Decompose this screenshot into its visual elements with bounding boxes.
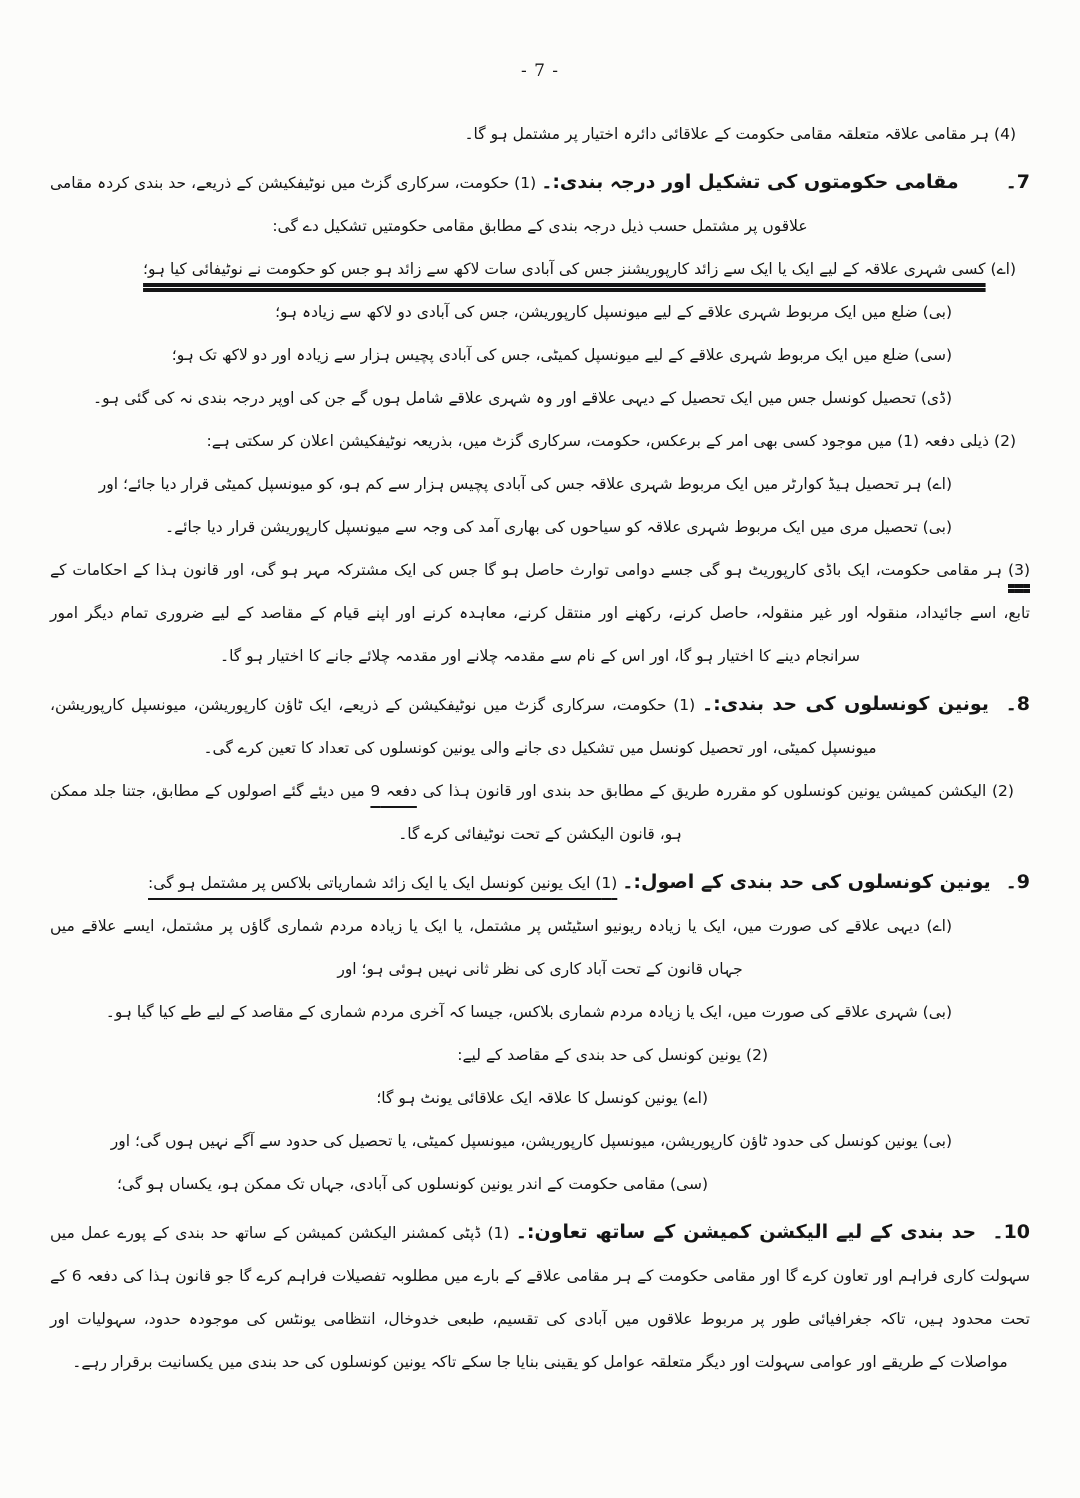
section-7	[50, 161, 1030, 248]
section-7-title: مقامی حکومتوں کی تشکیل اور درجہ بندی:۔	[541, 171, 959, 193]
clause-7-1-a-text: کسی شہری علاقہ کے لیے ایک یا ایک سے زائد کارپوریشنز جس کی آبادی سات لاکھ سے زائد ہو جس کو حکومت نے نوٹیفائی کیا ہو؛	[143, 260, 986, 278]
section-7-intro: (1) حکومت، سرکاری گزٹ میں نوٹیفکیشن کے ذریعے، حد بندی کردہ مقامی علاقوں پر مشتمل حسب ذیل درجہ بندی کے مطابق مقامی حکومتیں تشکیل دے گی:	[50, 174, 808, 235]
section-9-number: 9۔	[1005, 871, 1030, 893]
clause-4: (4) ہر مقامی علاقہ متعلقہ مقامی حکومت کے علاقائی دائرہ اختیار پر مشتمل ہو گا۔	[464, 125, 1016, 143]
section-8-title: یونین کونسلوں کی حد بندی:۔	[701, 693, 989, 715]
section-9-intro: (1) ایک یونین کونسل ایک یا ایک زائد شماریاتی بلاکس پر مشتمل ہو گی:	[148, 874, 618, 892]
section-9	[50, 861, 1030, 905]
clause-8-2	[50, 770, 1030, 856]
section-10	[50, 1211, 1030, 1384]
section-7-number: 7۔	[1005, 171, 1031, 193]
clause-9-2-c: (سی) مقامی حکومت کے اندر یونین کونسلوں کی آبادی، جہاں تک ممکن ہو، یکساں ہو گی؛	[117, 1175, 708, 1193]
section-8-intro: (1) حکومت، سرکاری گزٹ میں نوٹیفکیشن کے ذریعے، ایک ٹاؤن کارپوریشن، میونسپل کارپوریشن، میونسپل کمیٹی، اور تحصیل کونسل میں تشکیل دی جانے والی یونین کونسلوں کی تعداد کا تعین کرے گی۔	[50, 696, 877, 757]
clause-7-1-a	[50, 248, 1016, 291]
clause-8-2-section-ref: دفعہ 9	[370, 782, 417, 800]
section-8	[50, 683, 1030, 770]
clause-7-1-c: (سی) ضلع میں ایک مربوط شہری علاقے کے لیے میونسپل کمیٹی، جس کی آبادی پچیس ہزار سے زیادہ اور دو لاکھ تک ہو؛	[171, 346, 952, 364]
section-10-number: 10۔	[992, 1221, 1031, 1243]
clause-7-3-marker: (3)	[1008, 561, 1030, 579]
clause-9-2-a: (اے) یونین کونسل کا علاقہ ایک علاقائی یونٹ ہو گا؛	[376, 1089, 708, 1107]
clause-8-2-post: میں دیئے گئے اصولوں کے مطابق، جتنا جلد ممکن ہو، قانون الیکشن کے تحت نوٹیفائی کرے گا۔	[50, 782, 682, 843]
section-9-title: یونین کونسلوں کی حد بندی کے اصول:۔	[622, 871, 991, 893]
clause-7-2: (2) ذیلی دفعہ (1) میں موجود کسی بھی امر کے برعکس، حکومت، سرکاری گزٹ میں، بذریعہ نوٹیفکیشن اعلان کر سکتی ہے:	[206, 432, 1016, 450]
section-8-number: 8۔	[1005, 693, 1031, 715]
clause-9-2: (2) یونین کونسل کی حد بندی کے مقاصد کے لیے:	[457, 1046, 768, 1064]
clause-7-1-a-marker: (اے)	[990, 260, 1016, 278]
clause-7-3-text: ہر مقامی حکومت، ایک باڈی کارپوریٹ ہو گی جسے دوامی توارث حاصل ہو گا جس کی ایک مشترکہ مہر ہو گی، اور قانون ہذا کے احکامات کے تابع، اسے جائیداد، منقولہ اور غیر منقولہ، حاصل کرنے، رکھنے اور منتقل کرنے، معاہدہ کرنے اور اپنے قیام کے مقاصد کے لیے ضروری تمام دیگر امور سرانجام دینے کا اختیار ہو گا، اور اس کے نام سے مقدمہ چلانے اور مقدمہ چلائے جانے کا اختیار ہو گا۔	[50, 561, 1030, 665]
section-10-title: حد بندی کے لیے الیکشن کمیشن کے ساتھ تعاون:۔	[515, 1221, 977, 1243]
clause-7-2-b: (بی) تحصیل مری میں ایک مربوط شہری علاقہ کو سیاحوں کی بھاری آمد کی وجہ سے میونسپل کارپوریشن قرار دیا جائے۔	[164, 518, 952, 536]
clause-9-2-b: (بی) یونین کونسل کی حدود ٹاؤن کارپوریشن، میونسپل کارپوریشن، میونسپل کمیٹی، یا تحصیل کی حدود سے آگے نہیں ہوں گی؛ اور	[110, 1132, 952, 1150]
clause-7-1-d: (ڈی) تحصیل کونسل جس میں ایک تحصیل کے دیہی علاقے اور وہ شہری علاقے شامل ہوں گے جن کی اوپر درجہ بندی نہ کی گئی ہو۔	[93, 389, 952, 407]
clause-9-1-b: (بی) شہری علاقے کی صورت میں، ایک یا زیادہ مردم شماری بلاکس، جیسا کہ آخری مردم شماری کے مقاصد کے لیے طے کیا گیا ہو۔	[105, 1003, 952, 1021]
clause-9-1-a: (اے) دیہی علاقے کی صورت میں، ایک یا زیادہ ریونیو اسٹیٹس پر مشتمل، یا ایک یا زیادہ مردم شماری گاؤں پر مشتمل، ایسے علاقے میں جہاں قانون کے تحت آباد کاری کی نظر ثانی نہیں ہوئی ہو؛ اور	[50, 917, 952, 978]
clause-7-2-a: (اے) ہر تحصیل ہیڈ کوارٹر میں ایک مربوط شہری علاقہ جس کی آبادی پچیس ہزار سے کم ہو، کو میونسپل کمیٹی قرار دیا جائے؛ اور	[98, 475, 952, 493]
clause-7-3	[50, 549, 1030, 678]
section-10-body: (1) ڈپٹی کمشنر الیکشن کمیشن کے ساتھ حد بندی کے پورے عمل میں سہولت کاری فراہم اور تعاون کرے گا اور مقامی حکومت کے ہر مقامی علاقے کے بارے میں مطلوبہ تفصیلات فراہم کرے گا جو قانون ہذا کی دفعہ 6 کے تحت محدود ہیں، تاکہ جغرافیائی طور پر مربوط علاقوں میں آبادی کی تقسیم، طبعی خدوخال، انتظامی یونٹس کی موجودہ حدود، سہولیات اور مواصلات کے طریقے اور عوامی سہولت اور دیگر متعلقہ عوامل کو یقینی بنایا جا سکے تاکہ یونین کونسلوں کی حد بندی میں یکسانیت برقرار رہے۔	[50, 1224, 1031, 1371]
clause-7-1-b: (بی) ضلع میں ایک مربوط شہری علاقے کے لیے میونسپل کارپوریشن، جس کی آبادی دو لاکھ سے زیادہ ہو؛	[275, 303, 952, 321]
clause-8-2-pre: (2) الیکشن کمیشن یونین کونسلوں کو مقررہ طریق کے مطابق حد بندی اور قانون ہذا کی	[422, 782, 1014, 800]
page-number: - 7 -	[520, 61, 560, 81]
